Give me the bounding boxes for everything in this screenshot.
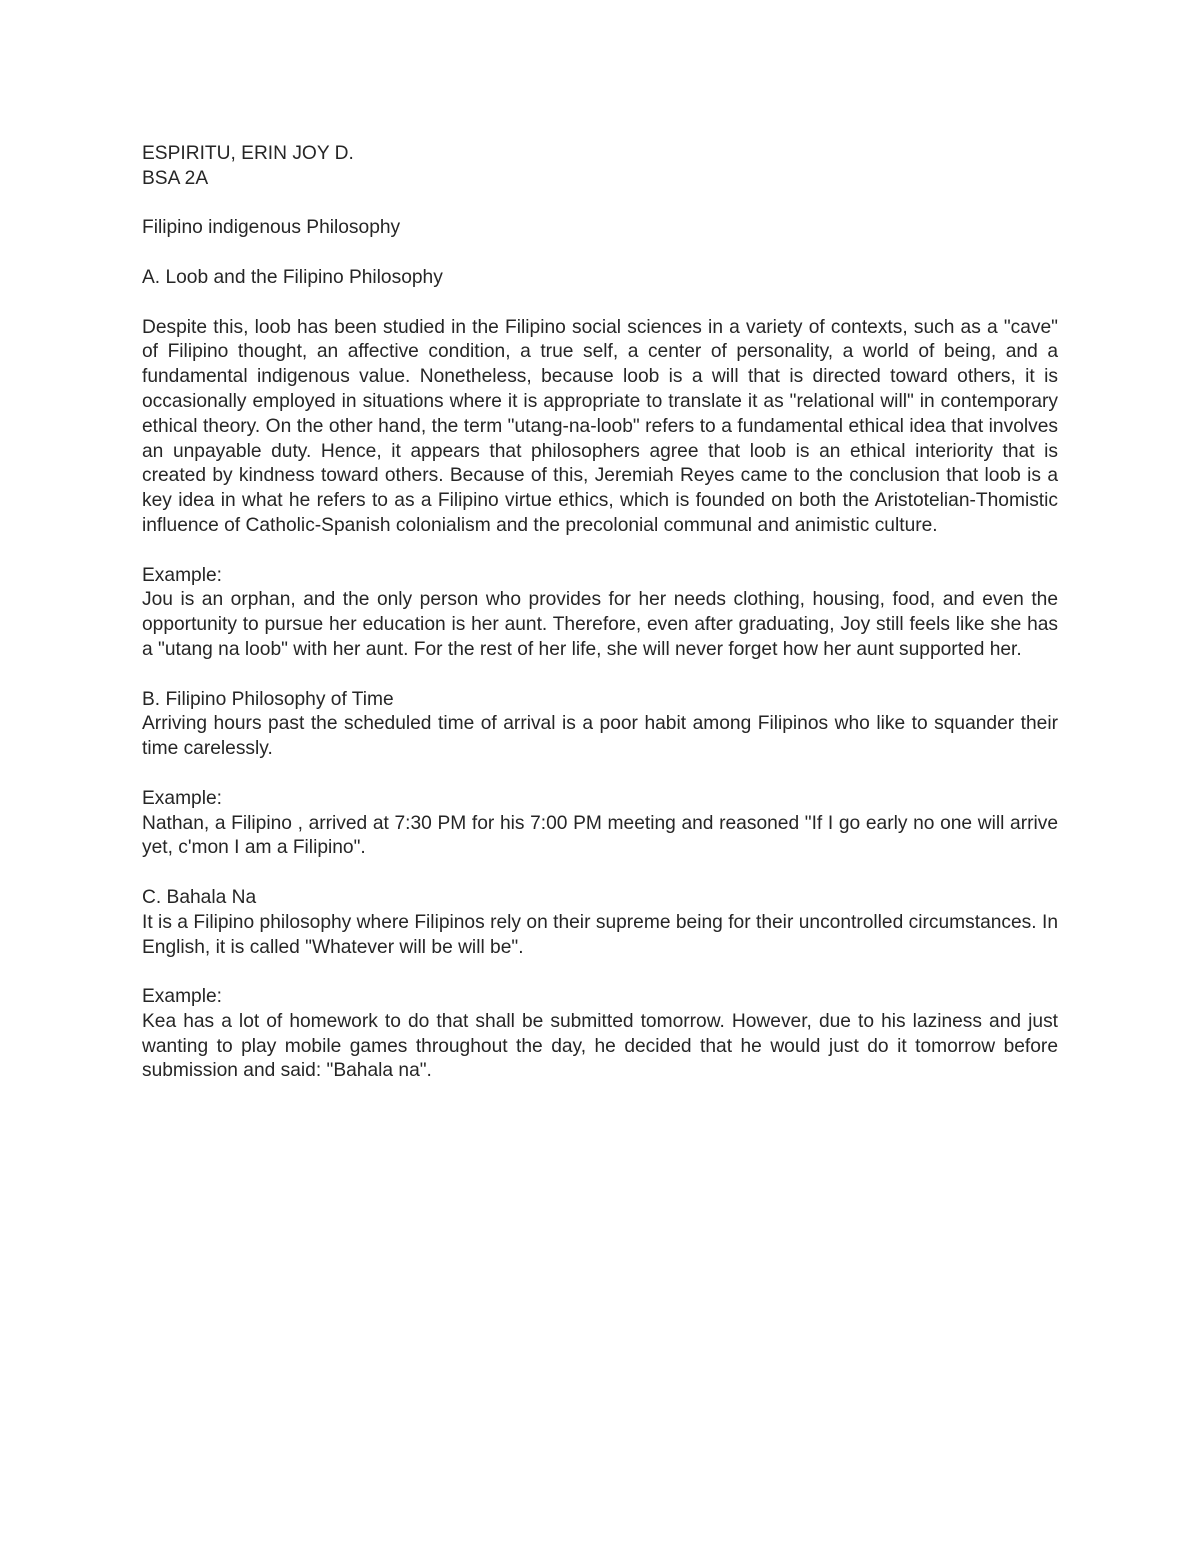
section-c-example: Kea has a lot of homework to do that shall be submitted tomorrow. However, due to his laziness and just wanting to play mobile games throughout the day, he decided that he would just do it tomorrow before submission and said: "Bahala na". [142, 1010, 1058, 1082]
section-b-body: Arriving hours past the scheduled time of arrival is a poor habit among Filipinos who like to squander their time carelessly. [142, 713, 1058, 760]
spacer [142, 960, 1058, 985]
section-b-heading: B. Filipino Philosophy of Time [142, 688, 394, 710]
spacer [142, 539, 1058, 564]
section-c-heading: C. Bahala Na [142, 886, 257, 908]
section-a-body: Despite this, loob has been studied in the Filipino social sciences in a variety of contexts, such as a "cave" of Filipino thought, an affective condition, a true self, a center of personality, a world of being, and a fundamental indigenous value. Nonetheless, because loob is a will that is directed toward others, it is occasionally employed in situations where it is appropriate to translate it as "relational will" in contemporary ethical theory. On the other hand, the term "utang-na-loob" refers to a fundamental ethical idea that involves an unpayable duty. Hence, it appears that philosophers agree that loob is an ethical interiority that is created by kindness toward others. Because of this, Jeremiah Reyes came to the conclusion that loob is a key idea in what he refers to as a Filipino virtue ethics, which is founded on both the Aristotelian-Thomistic influence of Catholic-Spanish colonialism and the precolonial communal and animistic culture. [142, 316, 1058, 536]
section-a-example-label: Example: [142, 564, 222, 586]
spacer [142, 861, 1058, 886]
spacer [142, 241, 1058, 266]
document-body [142, 142, 1058, 1084]
section-b-example-label: Example: [142, 787, 222, 809]
section-a-example: Jou is an orphan, and the only person who provides for her needs clothing, housing, food, and even the opportunity to pursue her education is her aunt. Therefore, even after graduating, Joy still feels like she has a "utang na loob" with her aunt. For the rest of her life, she will never forget how her aunt supported her. [142, 589, 1058, 660]
document-title: Filipino indigenous Philosophy [142, 217, 401, 239]
spacer [142, 663, 1058, 688]
author-name: ESPIRITU, ERIN JOY D. [142, 143, 354, 164]
section-b-example: Nathan, a Filipino , arrived at 7:30 PM for his 7:00 PM meeting and reasoned "If I go early no one will arrive yet, c'mon I am a Filipino". [142, 812, 1058, 859]
section-c-body: It is a Filipino philosophy where Filipinos rely on their supreme being for their uncontrolled circumstances. In English, it is called "Whatever will be will be". [142, 911, 1058, 958]
author-section: BSA 2A [142, 167, 209, 189]
section-c-example-label: Example: [142, 986, 222, 1008]
spacer [142, 291, 1058, 316]
spacer [142, 192, 1058, 217]
section-a-heading: A. Loob and the Filipino Philosophy [142, 266, 443, 288]
spacer [142, 762, 1058, 787]
